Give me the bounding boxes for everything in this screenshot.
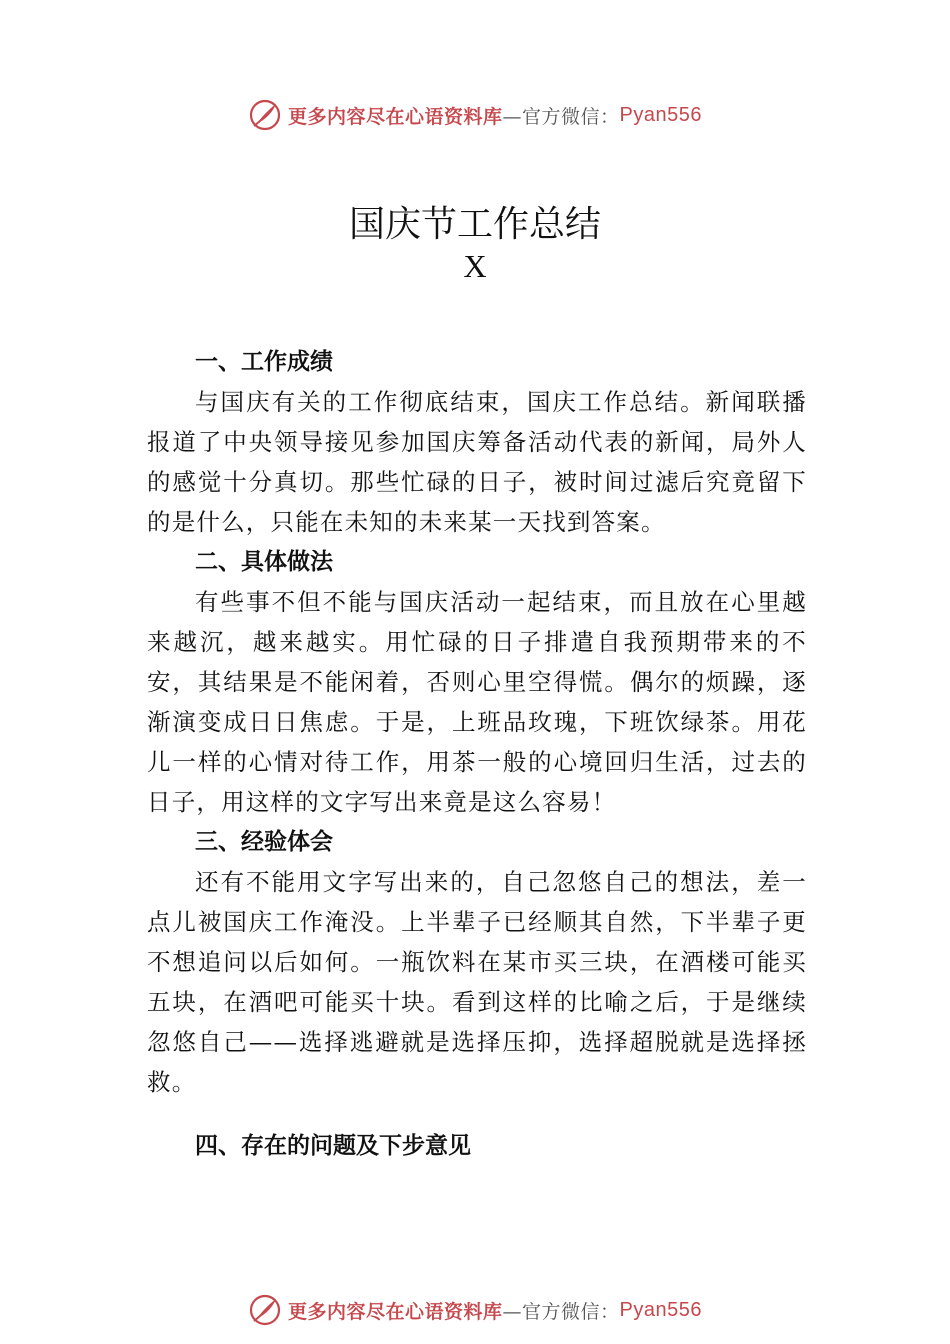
watermark-wechat-label: —官方微信： <box>502 105 620 128</box>
section-paragraph-experience: 还有不能用文字写出来的，自己忽悠自己的想法，差一点儿被国庆工作淹没。上半辈子已经顺其自然，下半辈子更不想追问以后如何。一瓶饮料在某市买三块，在酒楼可能买五块，在酒吧可能买十块。看到这样的比喻之后，于是继续忽悠自己——选择逃避就是选择压抑，选择超脱就是选择拯救。 <box>147 868 807 1096</box>
quill-logo-icon <box>248 1293 282 1327</box>
watermark-footer <box>0 1290 950 1330</box>
section-heading-problems: 四、存在的问题及下步意见 <box>195 1133 471 1159</box>
document-body <box>147 342 807 1166</box>
document-title: 国庆节工作总结 <box>348 204 601 245</box>
section-heading-achievements: 一、工作成绩 <box>195 349 333 375</box>
watermark-library-text: 更多内容尽在心语资料库 <box>288 1300 503 1323</box>
section-heading-experience: 三、经验体会 <box>195 829 333 855</box>
watermark-wechat-id: Pyan556 <box>619 103 702 126</box>
watermark-wechat-label: —官方微信： <box>502 1300 620 1323</box>
section-spacer <box>147 1102 807 1126</box>
watermark-library-text: 更多内容尽在心语资料库 <box>288 105 503 128</box>
section-paragraph-achievements: 与国庆有关的工作彻底结束，国庆工作总结。新闻联播报道了中央领导接见参加国庆筹备活动代表的新闻，局外人的感觉十分真切。那些忙碌的日子，被时间过滤后究竟留下的是什么，只能在未知的未来某一天找到答案。 <box>147 388 807 536</box>
section-paragraph-methods: 有些事不但不能与国庆活动一起结束，而且放在心里越来越沉，越来越实。用忙碌的日子排遣自我预期带来的不安，其结果是不能闲着，否则心里空得慌。偶尔的烦躁，逐渐演变成日日焦虑。于是，上班品玫瑰，下班饮绿茶。用花儿一样的心情对待工作，用茶一般的心境回归生活，过去的日子，用这样的文字写出来竟是这么容易！ <box>147 588 807 816</box>
section-heading-methods: 二、具体做法 <box>195 549 333 575</box>
watermark-header <box>0 95 950 135</box>
watermark-wechat-id: Pyan556 <box>619 1298 702 1321</box>
document-subtitle: X <box>463 248 487 284</box>
quill-logo-icon <box>248 98 282 132</box>
